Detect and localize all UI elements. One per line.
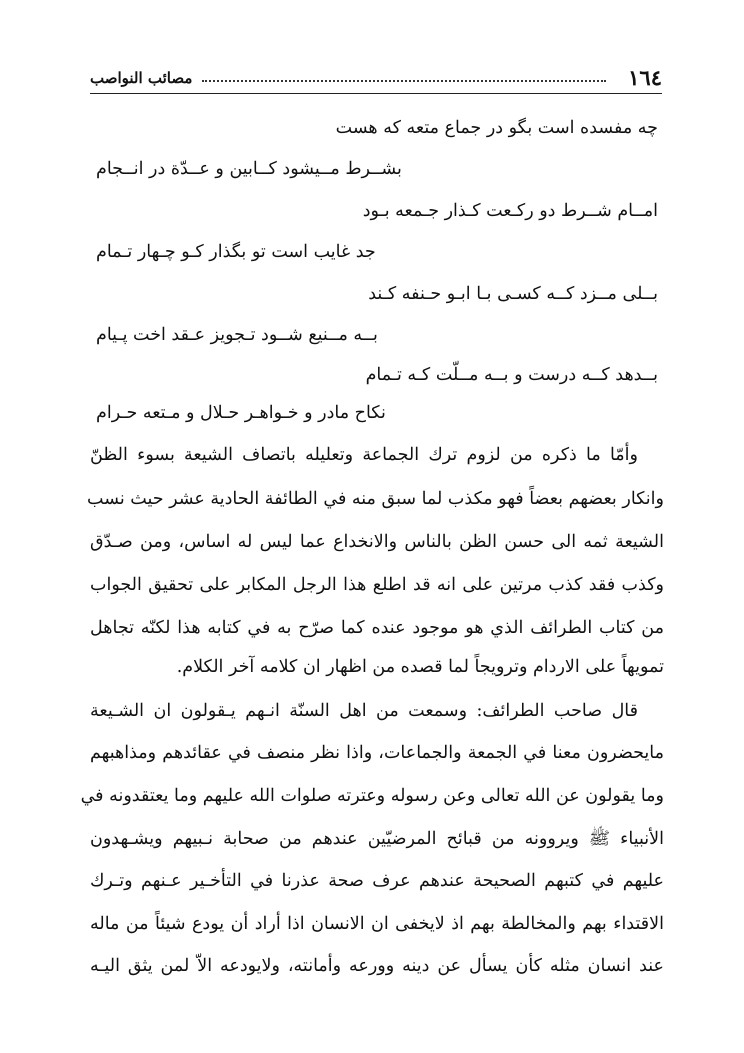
paragraph-line: عليهم في كتبهم الصحيحة عندهم عرف صحة عذرنا في التأخـير عـنهم وتـرك [90,871,664,891]
paragraph-line: وما يقولون عن الله تعالى وعن رسوله وعترته صلوات الله عليهم وما يعتقدونه في [80,786,664,806]
paragraph-line: من كتاب الطرائف الذي هو موجود عنده كما صرّح به في كتابه هذا لكنّه تجاهل [90,618,664,638]
header-rule [90,93,662,94]
verse-line: چه مفسده است بگو در جماع متعه كه هست [335,118,658,138]
header-dotted-leader [202,80,606,82]
paragraph-line: الشيعة ثمه الى حسن الظن بالناس والانخداع عما ليس له اساس، ومن صـدّق [90,532,664,552]
paragraph-line: وأمّا ما ذكره من لزوم ترك الجماعة وتعليله باتصاف الشيعة بسوء الظنّ [90,445,638,465]
verse-line: امــام شــرط دو ركـعت كـذار جـمعه بـود [362,201,658,221]
page-header [90,66,662,90]
paragraph-line: تمويهاً على الاردام وترويجاً لما قصده من اظهار ان كلامه آخر الكلام. [176,657,664,677]
verse-line: بــدهد كــه درست و بــه مــلّت كـه تـمام [365,365,658,385]
paragraph-line: وانكار بعضهم بعضاً فهو مكذب لما سبق منه في الطائفة الحادية عشر حيث نسب [87,489,664,509]
paragraph-line: الأنبياء ﷺ ويروونه من قبائح المرضيّين عندهم من صحابة نـبيهم ويشـهدون [90,829,664,849]
page-number: ١٦٤ [628,65,662,90]
paragraph-line: وكذب فقد كذب مرتين على انه قد اطلع هذا الرجل المكابر على تحقيق الجواب [90,575,664,595]
verse-line: بشــرط مــیشود كــابين و عــدّة در انــجام [96,159,402,179]
verse-line: نكاح مادر و خـواهـر حـلال و مـتعه حـرام [96,403,386,423]
running-book-title: مصائب النواصب [90,69,193,87]
verse-line: بــلی مــزد كــه كسـی بـا ابـو حـنفه كـند [368,284,658,304]
paragraph-line: الاقتداء بهم والمخالطة بهم اذ لايخفى ان الانسان اذا أراد أن يودع شيئاً من ماله [90,914,664,934]
paragraph-line: عند انسان مثله كأن يسأل عن دينه وورعه وأمانته، ولايودعه الاّ لمن يثق اليـه [90,956,664,976]
verse-line: بــه مــنيع شــود تـجويز عـقد اخت پـيام [96,325,378,345]
verse-line: جد غايب است تو بگذار كـو چـهار تـمام [96,242,376,262]
paragraph-line: قال صاحب الطرائف: وسمعت من اهل السنّة انـهم يـقولون ان الشـيعة [90,701,638,721]
paragraph-line: مايحضرون معنا في الجمعة والجماعات، واذا نظر منصف في عقائدهم ومذاهبهم [90,743,664,763]
